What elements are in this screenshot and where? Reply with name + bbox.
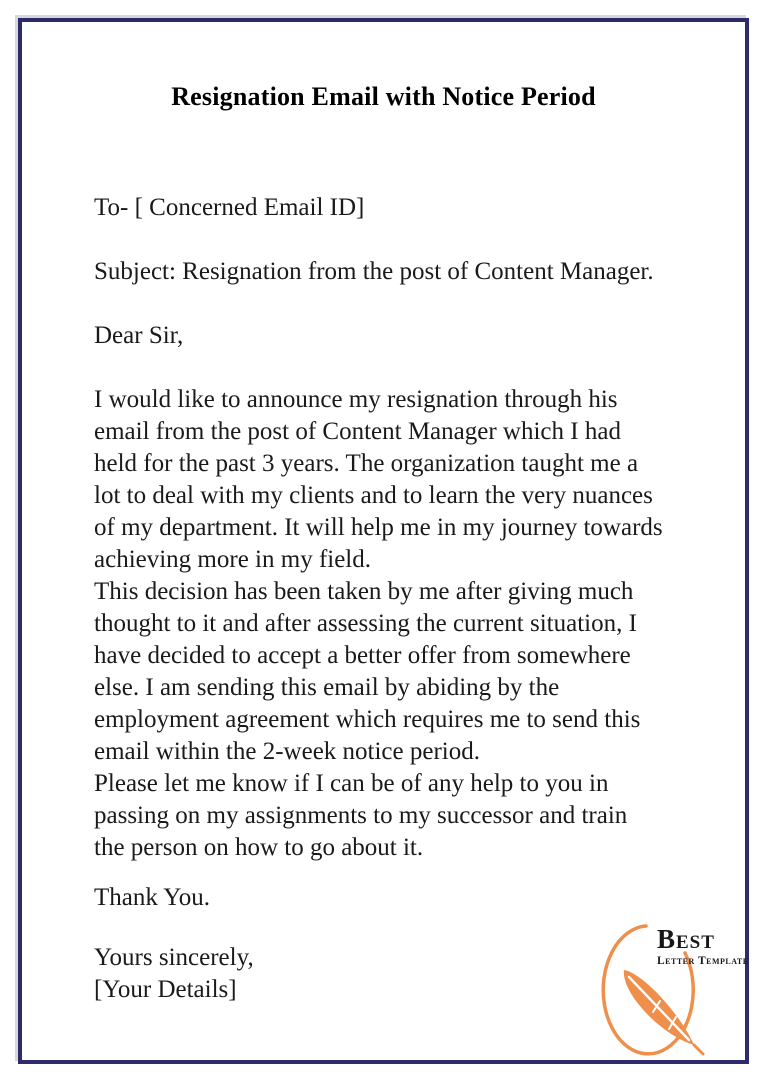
salutation-line: Dear Sir, (94, 322, 184, 349)
letter-body-line: of my department. It will help me in my journey towards (94, 514, 663, 541)
to-line: To- [ Concerned Email ID] (94, 194, 365, 221)
thanks-line: Thank You. (94, 884, 210, 911)
letter-body-line: I would like to announce my resignation through his (94, 386, 618, 413)
letter-body-line: the person on how to go about it. (94, 834, 424, 861)
letter-title: Resignation Email with Notice Period (171, 82, 596, 111)
logo-brand-text: Best (657, 924, 715, 954)
letter-body-line: email from the post of Content Manager which I had (94, 418, 621, 445)
letter-body-line: Please let me know if I can be of any help to you in (94, 770, 609, 797)
letter-body-line: held for the past 3 years. The organization taught me a (94, 450, 639, 477)
letter-body-line: email within the 2-week notice period. (94, 738, 480, 765)
letter-body-line: achieving more in my field. (94, 546, 372, 573)
letter-body-line: have decided to accept a better offer from somewhere (94, 642, 631, 669)
letter-body-line: lot to deal with my clients and to learn the very nuances (94, 482, 653, 509)
logo-subtitle-text: Letter Template (657, 955, 749, 967)
letter-body (22, 384, 745, 864)
subject-line: Subject: Resignation from the post of Content Manager. (94, 258, 654, 285)
letter-body-line: thought to it and after assessing the current situation, I (94, 610, 637, 637)
closing-line: Yours sincerely, (94, 944, 254, 971)
letter-body-line: else. I am sending this email by abiding by the (94, 674, 560, 701)
letter-body-line: employment agreement which requires me to send this (94, 706, 641, 733)
page-border-frame (18, 18, 749, 1064)
letter-body-line: passing on my assignments to my successor and train (94, 802, 628, 829)
letter-body-line: This decision has been taken by me after giving much (94, 578, 634, 605)
signature-line: [Your Details] (94, 976, 237, 1003)
brand-logo (591, 913, 749, 1058)
